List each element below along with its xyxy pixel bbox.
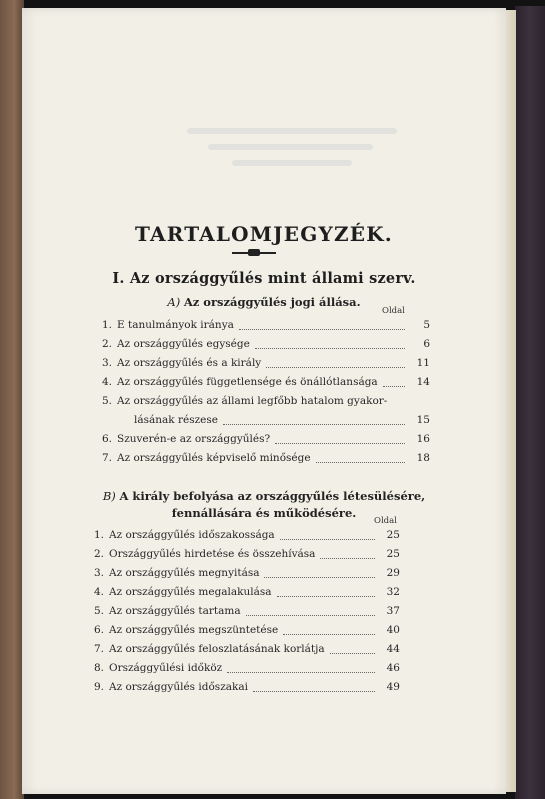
- toc-list-b: [90, 526, 400, 697]
- toc-leader-dots: [239, 328, 405, 330]
- toc-leader-dots: [255, 347, 405, 349]
- toc-entry: [98, 316, 430, 335]
- toc-leader-dots: [283, 633, 375, 635]
- toc-entry-title: Országgyűlés hirdetése és összehívása: [109, 548, 316, 560]
- toc-leader-dots: [223, 423, 405, 425]
- toc-entry-number: 1.: [101, 319, 112, 331]
- toc-entry-number: 6.: [101, 433, 112, 445]
- toc-leader-dots: [266, 366, 405, 368]
- toc-entry-page: 37: [386, 605, 400, 617]
- subsection-a-title: Az országgyűlés jogi állása.: [183, 295, 361, 309]
- toc-entry: [90, 583, 400, 602]
- toc-entry-title: Az országgyűlés egysége: [117, 338, 250, 350]
- toc-entry-title: Az országgyűlés és a király: [117, 357, 262, 369]
- toc-leader-dots: [264, 576, 375, 578]
- toc-entry-number: 3.: [101, 357, 112, 369]
- toc-entry: [90, 640, 400, 659]
- toc-entry-number: 3.: [93, 567, 104, 579]
- toc-entry: [98, 335, 430, 354]
- toc-entry-title: Az országgyűlés képviselő minősége: [117, 452, 311, 464]
- toc-entry-page: 40: [386, 624, 400, 636]
- toc-entry-page: 14: [416, 376, 430, 388]
- toc-entry-number: 4.: [101, 376, 112, 388]
- toc-entry-page: 46: [386, 662, 400, 674]
- toc-entry-title: Az országgyűlés megszüntetése: [109, 624, 279, 636]
- toc-entry-page: 32: [386, 586, 400, 598]
- toc-entry-title: E tanulmányok iránya: [117, 319, 234, 331]
- toc-entry-title: Az országgyűlés időszakai: [109, 681, 248, 693]
- toc-entry: [90, 545, 400, 564]
- subsection-a-letter: A): [167, 295, 181, 309]
- toc-leader-dots: [277, 595, 375, 597]
- toc-entry-number: 8.: [93, 662, 104, 674]
- toc-entry-number: 7.: [93, 643, 104, 655]
- toc-entry-title-continued: lásának részese: [134, 414, 218, 426]
- toc-leader-dots: [275, 442, 405, 444]
- title-ornament-dot: [248, 249, 260, 256]
- toc-entry-number: 5.: [93, 605, 104, 617]
- toc-entry-number: 2.: [101, 338, 112, 350]
- toc-entry-number: 9.: [93, 681, 104, 693]
- page-column-label: Oldal: [374, 516, 397, 526]
- toc-entry-number: 6.: [93, 624, 104, 636]
- toc-leader-dots: [246, 614, 375, 616]
- toc-leader-dots: [253, 690, 375, 692]
- toc-entry: [98, 354, 430, 373]
- toc-entry-title: Az országgyűlés függetlensége és önállótlansága: [117, 376, 378, 388]
- bleed-through-text: [142, 118, 442, 178]
- subsection-b-title-line2: fennállására és működésére.: [171, 506, 357, 520]
- toc-entry: [98, 373, 430, 392]
- toc-leader-dots: [330, 652, 375, 654]
- toc-leader-dots: [227, 671, 375, 673]
- toc-leader-dots: [383, 385, 405, 387]
- toc-entry-title: Szuverén-e az országgyűlés?: [117, 433, 271, 445]
- toc-entry-number: 7.: [101, 452, 112, 464]
- toc-entry-page: 18: [416, 452, 430, 464]
- toc-entry-title: Az országgyűlés az állami legfőbb hatalom gyakor-: [117, 395, 388, 407]
- page-title: TARTALOMJEGYZÉK.: [135, 222, 393, 246]
- toc-entry: [90, 526, 400, 545]
- toc-leader-dots: [320, 557, 375, 559]
- toc-entry-title: Az országgyűlés megalakulása: [109, 586, 272, 598]
- toc-entry-continuation: [98, 411, 430, 430]
- toc-entry-page: 44: [386, 643, 400, 655]
- toc-entry-page: 29: [386, 567, 400, 579]
- subsection-b-letter: B): [102, 489, 116, 503]
- toc-entry-number: 1.: [93, 529, 104, 541]
- toc-entry: [98, 430, 430, 449]
- toc-entry-page: 25: [386, 548, 400, 560]
- toc-list-a: [98, 316, 430, 468]
- toc-entry-page: 49: [386, 681, 400, 693]
- toc-entry-title: Az országgyűlés megnyitása: [109, 567, 260, 579]
- toc-entry-page: 11: [416, 357, 430, 369]
- toc-entry: [90, 659, 400, 678]
- subsection-b-heading: [22, 488, 506, 522]
- section-heading: I. Az országgyűlés mint állami szerv.: [112, 270, 416, 287]
- toc-entry-page: 5: [423, 319, 430, 331]
- toc-leader-dots: [316, 461, 405, 463]
- toc-entry: [98, 449, 430, 468]
- page-column-label: Oldal: [382, 306, 405, 316]
- toc-entry-page: 25: [386, 529, 400, 541]
- toc-leader-dots: [280, 538, 375, 540]
- toc-entry-page: 16: [416, 433, 430, 445]
- subsection-a-heading: [22, 294, 506, 311]
- book-cover-right: [515, 6, 545, 799]
- toc-entry-title: Az országgyűlés feloszlatásának korlátja: [109, 643, 325, 655]
- toc-entry-number: 2.: [93, 548, 104, 560]
- toc-entry-number: 4.: [93, 586, 104, 598]
- toc-entry-title: Az országgyűlés időszakossága: [109, 529, 275, 541]
- toc-entry: [90, 602, 400, 621]
- toc-entry: [90, 564, 400, 583]
- book-cover-left: [0, 0, 24, 799]
- book-page: [22, 8, 506, 794]
- toc-entry-title: Országgyűlési időköz: [109, 662, 223, 674]
- toc-entry: [98, 392, 430, 411]
- toc-entry-page: 15: [416, 414, 430, 426]
- subsection-b-title-line1: A király befolyása az országgyűlés létesülésére,: [119, 489, 426, 503]
- toc-entry: [90, 678, 400, 697]
- toc-entry-title: Az országgyűlés tartama: [109, 605, 241, 617]
- toc-entry: [90, 621, 400, 640]
- toc-entry-number: 5.: [101, 395, 112, 407]
- toc-entry-page: 6: [423, 338, 430, 350]
